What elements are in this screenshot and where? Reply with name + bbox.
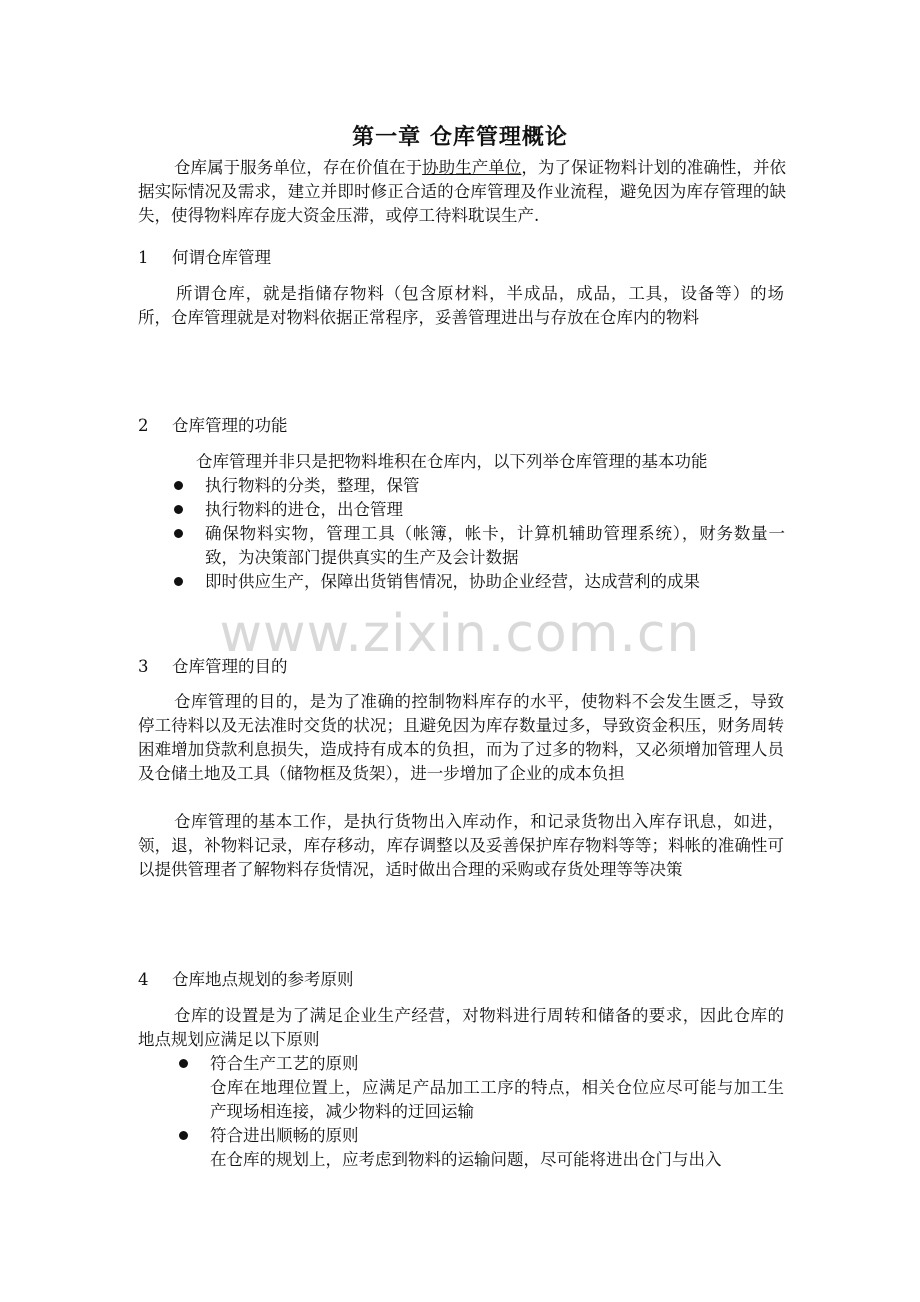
intro-paragraph <box>138 156 786 228</box>
section-1-title: 何谓仓库管理 <box>172 248 271 267</box>
section-1-number: 1 <box>138 248 149 267</box>
section-3-heading <box>138 655 288 679</box>
principle-2-text: 在仓库的规划上，应考虑到物料的运输问题，尽可能将进出仓门与出入 <box>210 1150 722 1169</box>
section-4-lead: 仓库的设置是为了满足企业生产经营，对物料进行周转和储备的要求，因此仓库的地点规划应满足以下原则 <box>138 1006 784 1049</box>
bullet-icon <box>179 1131 188 1140</box>
bullet-icon <box>174 505 183 514</box>
section-1-paragraph: 所谓仓库，就是指储存物料（包含原材料，半成品，成品，工具，设备等）的场所，仓库管理就是对物料依据正常程序，妥善管理进出与存放在仓库内的物料 <box>138 284 784 327</box>
section-2-heading <box>138 414 288 438</box>
chapter-title: 第一章 仓库管理概论 <box>352 125 568 150</box>
section-2-title: 仓库管理的功能 <box>172 416 288 435</box>
section-3-title: 仓库管理的目的 <box>172 657 288 676</box>
bullet-icon <box>174 577 183 586</box>
section-2-number: 2 <box>138 416 149 435</box>
section-4-number: 4 <box>138 970 149 989</box>
section-2-bullet-3: 确保物料实物，管理工具（帐簿，帐卡，计算机辅助管理系统），财务数量一致，为决策部门提供真实的生产及会计数据 <box>205 524 785 567</box>
section-3-paragraph-1: 仓库管理的目的，是为了准确的控制物料库存的水平，使物料不会发生匮乏，导致停工待料以及无法准时交货的状况；且避免因为库存数量过多，导致资金积压，财务周转困难增加贷款利息损失，造成持有成本的负担，而为了过多的物料，又必须增加管理人员及仓储土地及工具（储物框及货架），进一步增加了企业的成本负担 <box>138 692 784 783</box>
section-1-heading <box>138 246 271 270</box>
intro-underlined-text: 协助生产单位 <box>422 158 522 177</box>
intro-text-end: ，为了保证物料计划的准确性，并依据实际情况及需求，建立并即时修正合适的仓库管理及作业流程，避免因为库存管理的缺失，使得物料库存庞大资金压滞，或停工待料耽误生产. <box>138 158 787 225</box>
principle-2-title: 符合进出顺畅的原则 <box>210 1126 359 1145</box>
section-2-bullet-4: 即时供应生产，保障出货销售情况，协助企业经营，达成营利的成果 <box>205 572 700 591</box>
section-2-bullet-2: 执行物料的进仓，出仓管理 <box>205 500 403 519</box>
bullet-icon <box>179 1059 188 1068</box>
watermark: www.zixin.com.cn <box>219 604 701 664</box>
section-3-paragraph-2: 仓库管理的基本工作，是执行货物出入库动作，和记录货物出入库存讯息，如进，领，退，补物料记录，库存移动，库存调整以及妥善保护库存物料等等；料帐的准确性可以提供管理者了解物料存货情况，适时做出合理的采购或存货处理等等决策 <box>138 812 784 879</box>
section-4-heading <box>138 968 354 992</box>
section-2-bullet-1: 执行物料的分类，整理，保管 <box>205 476 420 495</box>
section-2-lead: 仓库管理并非只是把物料堆积在仓库内，以下列举仓库管理的基本功能 <box>196 452 708 471</box>
bullet-icon <box>174 481 183 490</box>
section-3-number: 3 <box>138 657 149 676</box>
bullet-icon <box>174 529 183 538</box>
principle-1-title: 符合生产工艺的原则 <box>210 1054 359 1073</box>
section-4-title: 仓库地点规划的参考原则 <box>172 970 354 989</box>
principle-1-text: 仓库在地理位置上，应满足产品加工工序的特点，相关仓位应尽可能与加工生产现场相连接，减少物料的迂回运输 <box>210 1078 784 1121</box>
intro-text-start: 仓库属于服务单位，存在价值在于 <box>174 158 423 177</box>
